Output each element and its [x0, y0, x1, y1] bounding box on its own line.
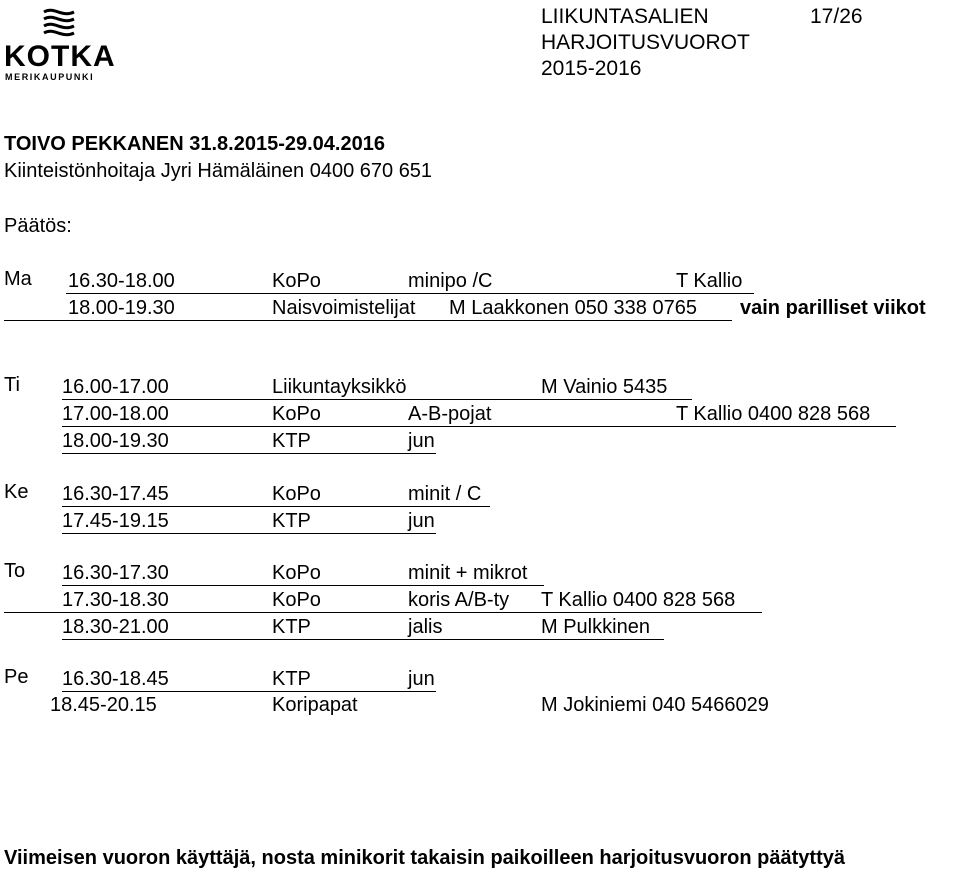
row-group: jalis: [408, 616, 443, 638]
row-team: KoPo: [272, 270, 321, 292]
row-contact: M Pulkkinen: [541, 616, 650, 638]
row-contact: T Kallio 0400 828 568: [676, 403, 871, 425]
day-label-ti: Ti: [4, 374, 20, 396]
row-group: minit + mikrot: [408, 562, 528, 584]
row-underline: [62, 399, 692, 400]
row-time: 16.30-18.45: [62, 668, 169, 690]
row-underline: [62, 426, 896, 427]
row-group: koris A/B-ty: [408, 589, 510, 611]
caretaker-contact: Kiinteistönhoitaja Jyri Hämäläinen 0400 670 651: [4, 160, 433, 182]
row-group: A-B-pojat: [408, 403, 492, 425]
row-underline: [4, 320, 732, 321]
row-time: 16.30-17.30: [62, 562, 169, 584]
row-time: 17.30-18.30: [62, 589, 169, 611]
row-team: KoPo: [272, 589, 321, 611]
logo-tagline: MERIKAUPUNKI: [5, 72, 95, 82]
document-title: TOIVO PEKKANEN 31.8.2015-29.04.2016: [4, 133, 385, 155]
row-team: Liikuntayksikkö: [272, 376, 407, 398]
header-line2: HARJOITUSVUOROT: [541, 31, 750, 54]
row-group: jun: [408, 430, 435, 452]
row-time: 18.00-19.30: [68, 297, 175, 319]
row-team: KTP: [272, 430, 311, 452]
row-time: 16.00-17.00: [62, 376, 169, 398]
row-team: KoPo: [272, 483, 321, 505]
decision-label: Päätös:: [4, 215, 72, 237]
header-line3: 2015-2016: [541, 57, 642, 80]
row-underline: [4, 612, 762, 613]
row-note: vain parilliset viikot: [740, 297, 926, 319]
row-team: KoPo: [272, 403, 321, 425]
row-group: jun: [408, 510, 435, 532]
row-contact: M Laakkonen 050 338 0765: [449, 297, 697, 319]
row-underline: [62, 639, 664, 640]
row-group: jun: [408, 668, 435, 690]
row-underline: [62, 533, 436, 534]
row-time: 18.45-20.15: [50, 694, 157, 716]
row-contact: T Kallio 0400 828 568: [541, 589, 736, 611]
row-group: minipo /C: [408, 270, 493, 292]
day-label-pe: Pe: [4, 666, 29, 688]
header-line1: LIIKUNTASALIEN: [541, 5, 709, 28]
page-number: 17/26: [810, 5, 863, 28]
row-underline: [62, 585, 544, 586]
row-contact: T Kallio: [676, 270, 743, 292]
row-team: KoPo: [272, 562, 321, 584]
row-underline: [62, 453, 436, 454]
row-time: 17.45-19.15: [62, 510, 169, 532]
row-underline: [62, 691, 436, 692]
row-time: 18.30-21.00: [62, 616, 169, 638]
row-time: 18.00-19.30: [62, 430, 169, 452]
row-time: 16.30-18.00: [68, 270, 175, 292]
row-team: KTP: [272, 616, 311, 638]
flag-icon: [44, 10, 74, 34]
kotka-logo: [4, 4, 122, 82]
day-label-ma: Ma: [4, 268, 32, 290]
day-label-ke: Ke: [4, 481, 29, 503]
row-underline: [62, 506, 490, 507]
row-team: Naisvoimistelijat: [272, 297, 416, 319]
day-label-to: To: [4, 560, 26, 582]
row-group: minit / C: [408, 483, 482, 505]
logo-name: KOTKA: [4, 40, 116, 73]
row-contact: M Vainio 5435: [541, 376, 668, 398]
row-team: KTP: [272, 668, 311, 690]
row-time: 16.30-17.45: [62, 483, 169, 505]
row-contact: M Jokiniemi 040 5466029: [541, 694, 769, 716]
row-underline: [66, 293, 754, 294]
row-time: 17.00-18.00: [62, 403, 169, 425]
row-team: Koripapat: [272, 694, 358, 716]
footer-note: Viimeisen vuoron käyttäjä, nosta minikorit takaisin paikoilleen harjoitusvuoron päätyttyä: [4, 847, 845, 869]
row-team: KTP: [272, 510, 311, 532]
